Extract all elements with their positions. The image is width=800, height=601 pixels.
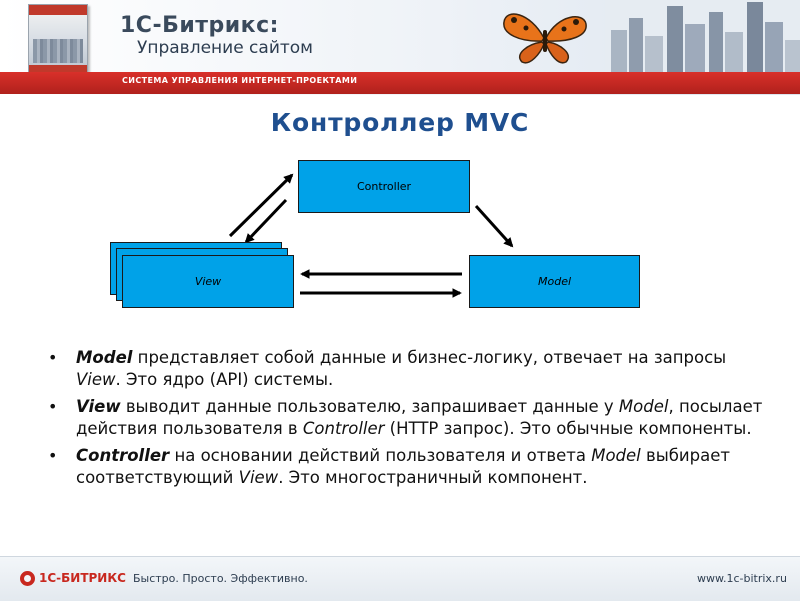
bullet-text: . Это многостраничный компонент. — [278, 468, 588, 487]
model-box — [469, 255, 640, 308]
product-box-top-stripe — [29, 5, 87, 15]
view-label: View — [194, 275, 222, 288]
bullet-term: Controller — [76, 446, 170, 465]
view-box — [122, 255, 294, 308]
butterfly-icon — [500, 8, 590, 66]
bullet-term: View — [76, 397, 121, 416]
product-name: 1С-Битрикс: — [120, 13, 279, 38]
footer-slogan: Быстро. Просто. Эффективно. — [133, 572, 308, 585]
bullet-text: на основании действий пользователя и ответа — [169, 446, 592, 465]
bullet-list — [48, 347, 768, 494]
bitrix-logo-icon — [20, 571, 35, 586]
city-skyline-icon — [605, 0, 800, 72]
controller-box — [298, 160, 470, 213]
bullet-dot-icon: • — [48, 397, 58, 416]
slide-title: Контроллер MVC — [270, 108, 530, 137]
bullet-dot-icon: • — [48, 348, 58, 367]
controller-label: Controller — [356, 180, 412, 193]
bullet-ref: Controller — [302, 419, 385, 438]
bullet-controller — [48, 445, 768, 489]
mvc-diagram — [0, 150, 800, 320]
model-label: Model — [537, 275, 572, 288]
product-subtitle: Управление сайтом — [137, 38, 313, 58]
bullet-text: выводит данные пользователю, запрашивает данные у — [120, 397, 619, 416]
bullet-text: представляет собой данные и бизнес-логику, отвечает на запросы — [132, 348, 727, 367]
bullet-text: выбирает соответствующий — [76, 446, 730, 487]
arrow-controller-to-model — [476, 206, 512, 246]
bullet-model — [48, 347, 768, 391]
bullet-ref: Model — [618, 397, 669, 416]
bullet-dot-icon: • — [48, 446, 58, 465]
bullet-ref: View — [238, 468, 279, 487]
footer-url-link[interactable]: www.1c-bitrix.ru — [697, 572, 787, 585]
product-box-image — [28, 4, 88, 78]
bullet-text: (HTTP запрос). Это обычные компоненты. — [384, 419, 752, 438]
bullet-ref: Model — [591, 446, 641, 465]
footer-logo-text: 1С-БИТРИКС — [39, 571, 126, 585]
bullet-text: , посылает действия пользователя в — [76, 397, 763, 438]
header-red-bar — [0, 72, 800, 94]
arrow-controller-to-view — [246, 200, 286, 242]
bullet-view — [48, 396, 768, 440]
product-box-city-icon — [33, 39, 83, 63]
bullet-ref: View — [76, 370, 116, 389]
bullet-text: . Это ядро (API) системы. — [115, 370, 334, 389]
header-bar-text: СИСТЕМА УПРАВЛЕНИЯ ИНТЕРНЕТ-ПРОЕКТАМИ — [122, 76, 358, 85]
bullet-term: Model — [76, 348, 133, 367]
